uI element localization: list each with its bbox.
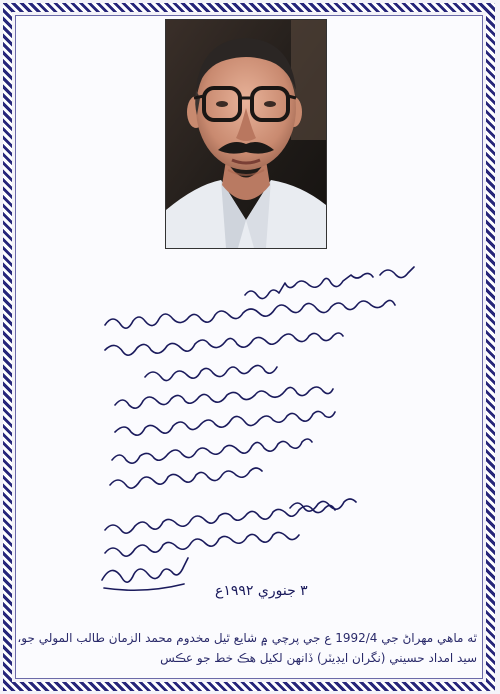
handwriting-image (40, 250, 460, 600)
handwritten-letter (40, 250, 460, 600)
portrait-photo (165, 19, 327, 249)
letter-date: ٣ جنوري ١٩٩٢ع (215, 583, 308, 599)
caption-line-1: ٿه ماهي مهراڻ جي 1992/4 ع جي پرچي ۾ شايع ٿيل مخدوم محمد الزمان طالب المولي جو، (17, 631, 477, 645)
portrait-illustration (166, 20, 326, 248)
caption (17, 628, 477, 668)
caption-line-2: سيد امداد حسيني (نگران ايڊيٽر) ڏانهن لکيل هڪ خط جو عڪس (160, 651, 477, 665)
